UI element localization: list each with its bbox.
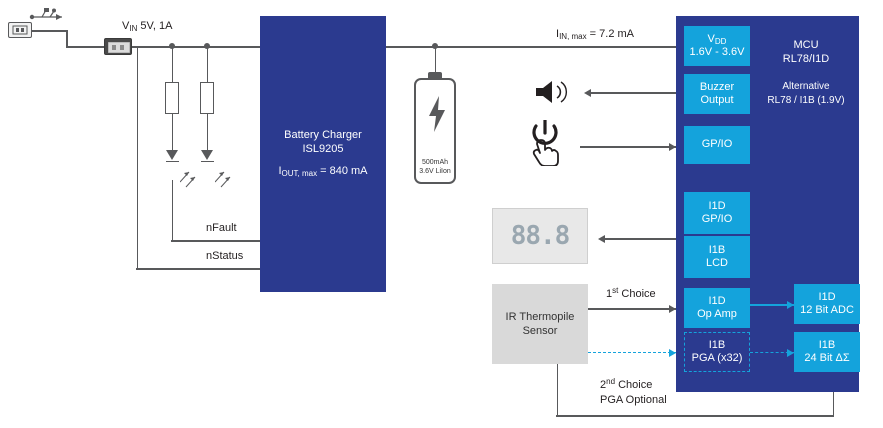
mcu-block-gpio[interactable]: [684, 126, 750, 164]
mcu-title-line2: RL78/I1D: [782, 53, 830, 66]
gpio-line1: GP/IO: [701, 138, 733, 151]
led-2: [201, 150, 213, 160]
i1d-gpio-line1: I1D: [708, 199, 726, 212]
second-choice-rest: Choice: [615, 379, 653, 391]
nfault-wire-v: [172, 180, 173, 241]
second-choice-wire-v: [557, 364, 558, 416]
i1b-pga-line2: PGA (x32): [691, 352, 743, 364]
battery-capacity: 500mAh: [421, 158, 449, 166]
first-choice-sup: st: [612, 286, 619, 295]
lcd-display: [492, 208, 588, 264]
hand-power-icon: [528, 120, 568, 171]
resistor-1: [165, 82, 179, 114]
vdd-line2: 1.6V - 3.6V: [689, 46, 745, 59]
nstatus-label: nStatus: [206, 250, 244, 262]
sensor-pga-arrow: [669, 349, 676, 357]
iin-sub: IN, max: [559, 32, 587, 41]
lcd-arrow: [598, 235, 605, 243]
i1d-adc-line1: I1D: [818, 290, 836, 303]
iin-i: I: [556, 28, 560, 40]
iin-rest: = 7.2 mA: [586, 28, 635, 40]
gpio-arrow: [669, 143, 676, 151]
buzzer-wire: [588, 92, 676, 94]
second-choice-sup: nd: [606, 377, 616, 386]
sensor-pga-wire: [588, 352, 676, 353]
usb-icon: [28, 6, 68, 27]
sensor-line2: Sensor: [522, 325, 558, 337]
mcu-alternative: [752, 80, 860, 107]
vin-label: [122, 20, 172, 33]
first-choice-label: [606, 286, 656, 300]
buzzer-line1: Buzzer: [699, 80, 735, 93]
charger-to-mcu-bus: [386, 46, 678, 48]
vin-text: V: [122, 20, 130, 32]
led2-wire-mid: [207, 114, 208, 150]
vdd-line1: [708, 33, 727, 47]
buzzer-line2: Output: [700, 94, 734, 106]
pga-adc-arrow: [787, 349, 794, 357]
sensor-opamp-arrow: [669, 305, 676, 313]
led-1: [166, 150, 178, 160]
sensor-opamp-wire: [588, 308, 676, 310]
i1b-adc-line1: I1B: [818, 338, 836, 351]
iout-sub: OUT, max: [281, 168, 318, 178]
first-choice-rest: Choice: [618, 288, 656, 300]
battery-charger-block[interactable]: [260, 16, 386, 292]
ir-thermopile-sensor[interactable]: [492, 284, 588, 364]
i1d-opamp-line2: Op Amp: [697, 308, 737, 320]
led2-wire-top: [207, 46, 208, 82]
mcu-block-i1d-gpio[interactable]: [684, 192, 750, 234]
mcu-alt-line1: Alternative: [782, 81, 830, 92]
i1b-lcd-line2: LCD: [705, 257, 728, 269]
vin-bus: [132, 46, 260, 48]
usb-cable: [32, 30, 66, 32]
battery-chemistry: 3.6V LiIon: [419, 167, 451, 175]
nstatus-wire: [136, 268, 260, 270]
led-1-rays: [180, 168, 202, 193]
vin-sub: IN: [129, 24, 138, 33]
mcu-block-i1b-lcd[interactable]: [684, 236, 750, 278]
buzzer-arrow: [584, 89, 591, 97]
sensor-line1: IR Thermopile: [505, 310, 575, 323]
second-choice-line1: [600, 377, 667, 393]
i1b-lcd-line1: I1B: [708, 243, 726, 256]
iout-i: I: [278, 164, 282, 177]
mcu-block-i1b-adc[interactable]: [794, 332, 860, 372]
mcu-block-i1d-opamp[interactable]: [684, 288, 750, 328]
nstatus-wire-v: [137, 46, 138, 269]
vdd-sub: DD: [714, 36, 727, 46]
opamp-adc-arrow: [787, 301, 794, 309]
mcu-block-vdd[interactable]: [684, 26, 750, 66]
gpio-wire: [580, 146, 676, 148]
second-choice-num: 2: [600, 379, 607, 391]
vdd-v: V: [707, 32, 715, 45]
battery-icon: [414, 78, 456, 184]
second-choice-label: [600, 377, 667, 408]
led-2-rays: [215, 168, 237, 193]
iin-label: [556, 28, 634, 41]
i1b-pga-line1: I1B: [708, 338, 726, 351]
lcd-wire: [600, 238, 676, 240]
lcd-digit-value: 88.8: [510, 221, 570, 251]
second-choice-line2: PGA Optional: [600, 393, 667, 406]
mcu-block-buzzer[interactable]: [684, 74, 750, 114]
led1-wire-top: [172, 46, 173, 82]
mcu-block-i1b-pga[interactable]: [684, 332, 750, 372]
charger-title: Battery Charger: [284, 129, 362, 142]
i1d-gpio-line2: GP/IO: [701, 213, 733, 225]
usb-cable-2: [66, 46, 104, 48]
mcu-block-i1d-adc[interactable]: [794, 284, 860, 324]
mcu-alt-line2: RL78 / I1B (1.9V): [767, 94, 845, 106]
lcd-digits: [511, 221, 570, 251]
usb-cable-drop: [66, 30, 68, 46]
iout-rest: = 840 mA: [317, 164, 368, 177]
led-1-bar: [166, 161, 179, 162]
charger-part: ISL9205: [302, 143, 344, 155]
first-choice-num: 1: [606, 288, 613, 300]
led1-wire-mid: [172, 114, 173, 150]
resistor-2: [200, 82, 214, 114]
vin-rest: 5V, 1A: [137, 20, 173, 32]
nfault-label: nFault: [206, 222, 237, 234]
led-2-bar: [201, 161, 214, 162]
i1d-adc-line2: 12 Bit ADC: [800, 304, 854, 316]
mcu-title-line1: MCU: [793, 39, 819, 51]
usb-board-connector: [104, 38, 132, 55]
i1d-opamp-line1: I1D: [708, 294, 726, 307]
speaker-icon: [534, 78, 576, 111]
nfault-wire: [171, 240, 260, 242]
second-choice-wire-h: [556, 415, 834, 417]
mcu-title: [756, 38, 856, 67]
i1b-adc-line2: 24 Bit ΔΣ: [804, 352, 850, 364]
charger-iout: [278, 165, 367, 179]
